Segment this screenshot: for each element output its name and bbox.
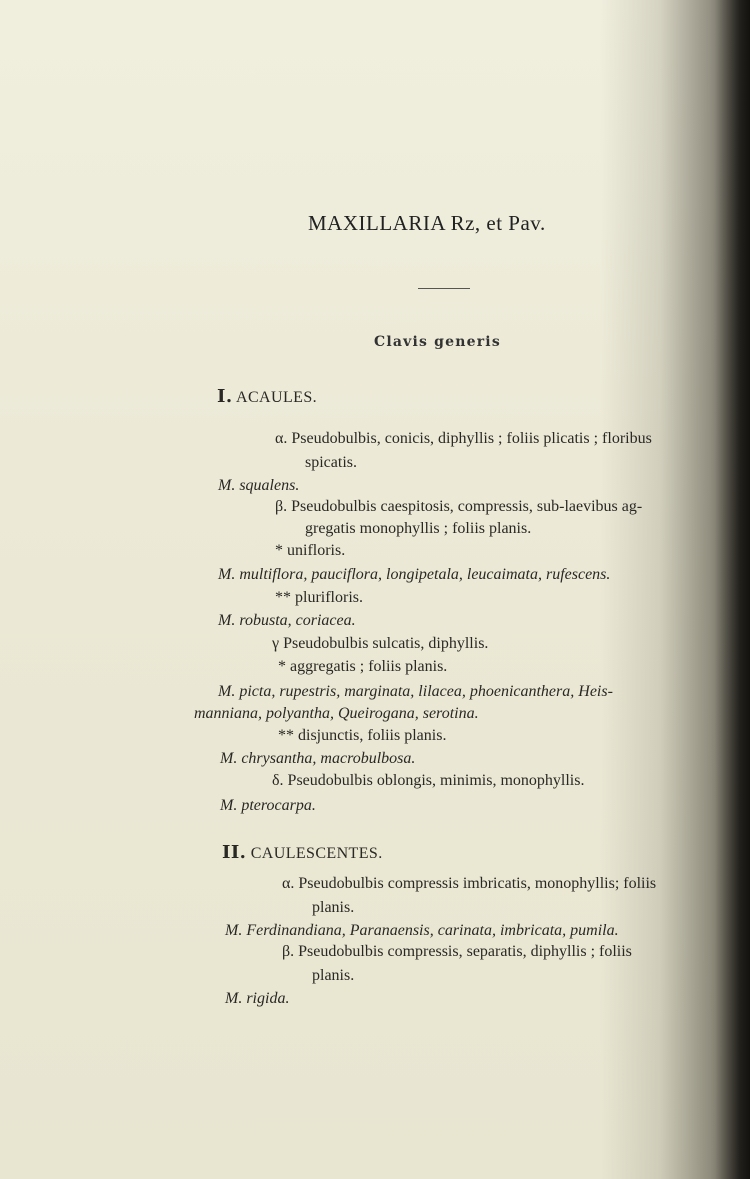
species-line: M. rigida. <box>225 990 290 1007</box>
species-line: M. multiflora, pauciflora, longipetala, leucaimata, rufescens. <box>218 566 611 583</box>
species-line: M. chrysantha, macrobulbosa. <box>220 750 416 767</box>
section-name: CAULESCENTES. <box>250 845 383 862</box>
key-line: β. Pseudobulbis caespitosis, compressis, sub-laevibus ag- <box>275 498 643 515</box>
key-line: β. Pseudobulbis compressis, separatis, diphyllis ; foliis <box>282 943 632 960</box>
title-divider <box>418 288 470 289</box>
key-line: ** disjunctis, foliis planis. <box>278 727 447 744</box>
section-numeral: II. <box>222 842 247 863</box>
species-line: M. pterocarpa. <box>220 797 316 814</box>
key-line: α. Pseudobulbis, conicis, diphyllis ; foliis plicatis ; floribus <box>275 430 652 447</box>
key-line: spicatis. <box>305 454 357 471</box>
key-line: α. Pseudobulbis compressis imbricatis, monophyllis; foliis <box>282 875 657 892</box>
species-line: M. picta, rupestris, marginata, lilacea, phoenicanthera, Heis- <box>218 683 613 700</box>
species-line: M. squalens. <box>218 477 300 494</box>
key-line: γ Pseudobulbis sulcatis, diphyllis. <box>272 635 489 652</box>
binding-shadow <box>710 0 750 1179</box>
key-line: * aggregatis ; foliis planis. <box>278 658 448 675</box>
subtitle: Clavis generis <box>374 334 501 350</box>
page-title: MAXILLARIA Rz, et Pav. <box>308 211 546 235</box>
species-line: manniana, polyantha, Queirogana, serotina. <box>194 705 479 722</box>
key-line: planis. <box>312 967 355 984</box>
section-numeral: I. <box>217 386 233 407</box>
species-line: M. Ferdinandiana, Paranaensis, carinata, imbricata, pumila. <box>225 922 619 939</box>
key-line: planis. <box>312 899 355 916</box>
key-line: gregatis monophyllis ; foliis planis. <box>305 520 532 537</box>
key-line: * unifloris. <box>275 542 346 559</box>
key-line: δ. Pseudobulbis oblongis, minimis, monophyllis. <box>272 772 585 789</box>
key-line: ** plurifloris. <box>275 589 363 606</box>
section-name: ACAULES. <box>236 389 318 406</box>
section-heading-caulescentes <box>222 842 383 863</box>
species-line: M. robusta, coriacea. <box>218 612 356 629</box>
section-heading-acaules <box>217 386 317 407</box>
